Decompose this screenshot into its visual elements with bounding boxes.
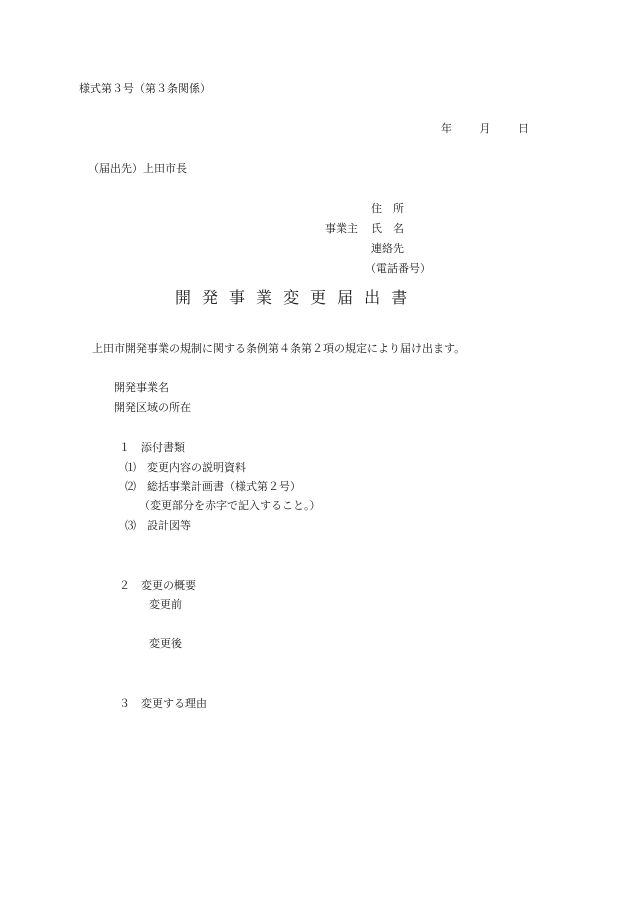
title-char: 開 [175,288,192,307]
date-month: 月 [479,122,491,135]
document-title [175,290,418,306]
date-year: 年 [441,122,452,135]
title-char: 届 [337,288,354,307]
attachment-item-3: ⑶ 設計図等 [125,519,191,532]
title-char: 更 [310,288,327,307]
body-text: 上田市開発事業の規制に関する条例第４条第２項の規定により届け出ます。 [92,342,466,355]
title-char: 事 [229,288,246,307]
title-char: 変 [283,288,300,307]
title-char: 発 [202,288,219,307]
title-char: 書 [391,288,408,307]
phone-label: （電話番号） [365,262,431,275]
attachment-item-1: ⑴ 変更内容の説明資料 [125,461,246,474]
title-char: 業 [256,288,273,307]
contact-label: 連絡先 [371,242,404,255]
change-after-label: 変更後 [149,637,182,650]
date-day: 日 [518,122,529,135]
form-number: 様式第３号（第３条関係） [79,82,211,95]
title-char: 出 [364,288,381,307]
name-label: 氏 名 [371,222,404,235]
area-location-label: 開発区域の所在 [114,401,191,414]
attachment-item-2-note: （変更部分を赤字で記入すること。） [139,499,321,512]
addressee: （届出先）上田市長 [88,162,187,175]
address-label: 住 所 [371,202,404,215]
section3-heading: ３ 変更する理由 [119,697,207,710]
applicant-role: 事業主 [325,222,358,235]
change-before-label: 変更前 [149,598,182,611]
section2-heading: ２ 変更の概要 [119,579,196,592]
attachment-item-2: ⑵ 総括事業計画書（様式第２号） [125,480,301,493]
date-line [441,123,529,134]
section1-heading: １ 添付書類 [119,441,185,454]
project-name-label: 開発事業名 [114,381,169,394]
